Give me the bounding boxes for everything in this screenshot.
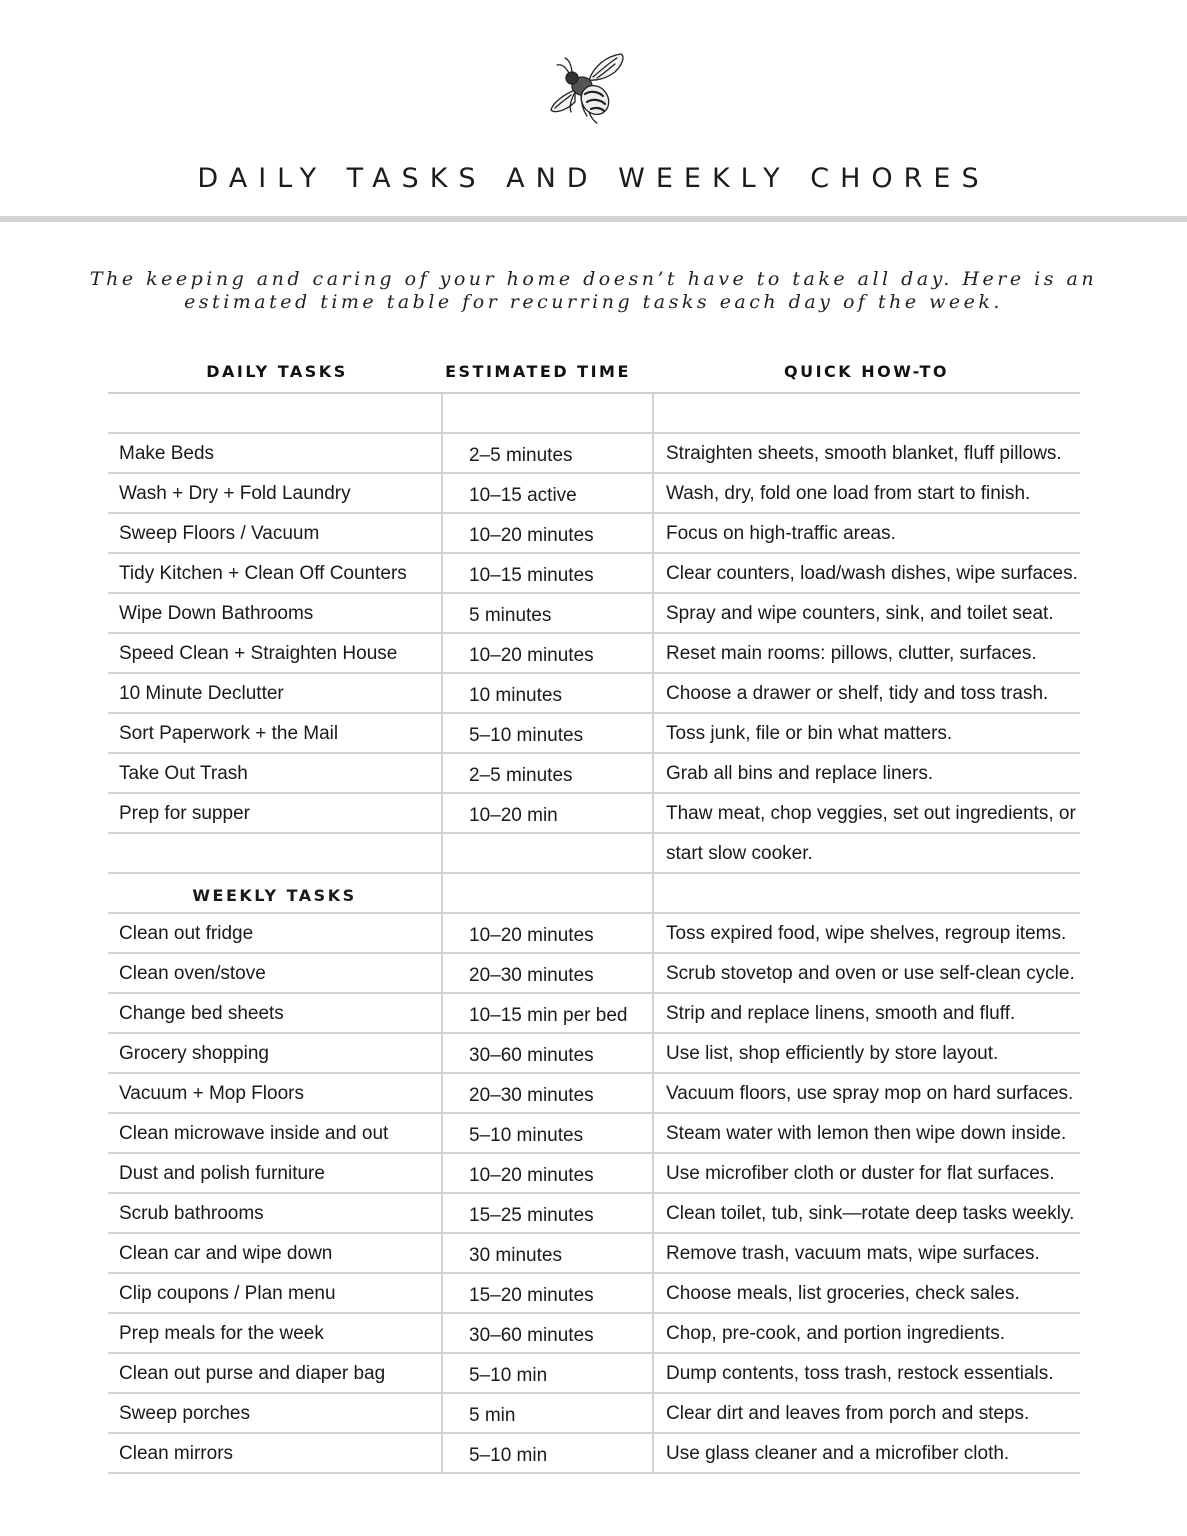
table-row: [108, 554, 1080, 594]
howto-cell: Scrub stovetop and oven or use self-clean cycle.: [652, 954, 1092, 992]
task-cell: [108, 834, 441, 872]
task-cell: Tidy Kitchen + Clean Off Counters: [119, 563, 407, 584]
task-cell: Clean out purse and diaper bag: [119, 1363, 386, 1384]
task-cell: Wipe Down Bathrooms: [119, 603, 314, 624]
table-row: [108, 634, 1080, 674]
table-row: [108, 914, 1080, 954]
table-row: [108, 834, 1080, 874]
task-cell: Wash + Dry + Fold Laundry: [119, 483, 351, 504]
time-cell: 20–30 minutes: [441, 954, 652, 992]
howto-cell: Chop, pre-cook, and portion ingredients.: [652, 1314, 1092, 1352]
time-cell: 15–20 minutes: [441, 1274, 652, 1312]
time-cell: 10–15 active: [441, 474, 652, 512]
time-cell: 2–5 minutes: [441, 434, 652, 472]
table-row: [108, 1154, 1080, 1194]
bee-icon: [545, 50, 630, 125]
table-row: [108, 1314, 1080, 1354]
howto-cell: Thaw meat, chop veggies, set out ingredients, or: [652, 794, 1092, 832]
table-row: [108, 674, 1080, 714]
howto-cell: Clear dirt and leaves from porch and steps.: [652, 1394, 1092, 1432]
howto-cell: Spray and wipe counters, sink, and toilet seat.: [652, 594, 1092, 632]
time-cell: 5–10 minutes: [441, 1114, 652, 1152]
task-cell: Scrub bathrooms: [119, 1203, 264, 1224]
task-cell: Prep for supper: [119, 803, 250, 824]
task-cell: Clean car and wipe down: [119, 1243, 333, 1264]
table-row: [108, 754, 1080, 794]
time-cell: [441, 834, 652, 872]
time-cell: 15–25 minutes: [441, 1194, 652, 1232]
howto-cell: Clean toilet, tub, sink—rotate deep tasks weekly.: [652, 1194, 1092, 1232]
time-cell: 10–20 minutes: [441, 914, 652, 952]
task-cell: Vacuum + Mop Floors: [119, 1083, 304, 1104]
table-row: [108, 1394, 1080, 1434]
task-cell: Make Beds: [119, 443, 215, 464]
time-cell: 10 minutes: [441, 674, 652, 712]
time-cell: 5–10 min: [441, 1354, 652, 1392]
howto-cell: Use microfiber cloth or duster for flat surfaces.: [652, 1154, 1092, 1192]
table-row: [108, 514, 1080, 554]
time-cell: 5–10 min: [441, 1434, 652, 1472]
table-row: [108, 594, 1080, 634]
time-cell: 10–15 min per bed: [441, 994, 652, 1032]
task-cell: Prep meals for the week: [119, 1323, 324, 1344]
task-cell: Clean out fridge: [119, 923, 254, 944]
table-row: [108, 1114, 1080, 1154]
time-cell: 30 minutes: [441, 1234, 652, 1272]
task-cell: Clip coupons / Plan menu: [119, 1283, 336, 1304]
weekly-section-row: [108, 874, 1080, 914]
time-cell: 2–5 minutes: [441, 754, 652, 792]
task-cell: 10 Minute Declutter: [119, 683, 284, 704]
time-cell: 5 min: [441, 1394, 652, 1432]
table-row: [108, 1274, 1080, 1314]
task-cell: Clean mirrors: [119, 1443, 234, 1464]
table-row: [108, 1074, 1080, 1114]
intro-text: [60, 268, 1127, 314]
task-cell: Sweep porches: [119, 1403, 250, 1424]
task-cell: Change bed sheets: [119, 1003, 284, 1024]
page-title: DAILY TASKS AND WEEKLY CHORES: [197, 163, 990, 194]
time-cell: 10–20 minutes: [441, 634, 652, 672]
table-row: [108, 1194, 1080, 1234]
column-header-quick-how-to: QUICK HOW-TO: [784, 362, 949, 381]
chores-table: [108, 393, 1080, 1474]
howto-cell: Toss junk, file or bin what matters.: [652, 714, 1092, 752]
task-cell: Sort Paperwork + the Mail: [119, 723, 339, 744]
task-cell: Sweep Floors / Vacuum: [119, 523, 320, 544]
howto-cell: Remove trash, vacuum mats, wipe surfaces.: [652, 1234, 1092, 1272]
howto-cell: Steam water with lemon then wipe down inside.: [652, 1114, 1092, 1152]
time-cell: 10–20 min: [441, 794, 652, 832]
howto-cell: Clear counters, load/wash dishes, wipe surfaces.: [652, 554, 1092, 592]
time-cell: 10–15 minutes: [441, 554, 652, 592]
howto-cell: start slow cooker.: [652, 834, 1092, 872]
daily-task-rows: [108, 434, 1080, 874]
task-cell: Speed Clean + Straighten House: [119, 643, 398, 664]
table-row: [108, 794, 1080, 834]
table-row: [108, 474, 1080, 514]
column-header-estimated-time: ESTIMATED TIME: [445, 362, 631, 381]
time-cell: 5 minutes: [441, 594, 652, 632]
howto-cell: Toss expired food, wipe shelves, regroup items.: [652, 914, 1092, 952]
howto-cell: Dump contents, toss trash, restock essentials.: [652, 1354, 1092, 1392]
howto-cell: Vacuum floors, use spray mop on hard surfaces.: [652, 1074, 1092, 1112]
howto-cell: Choose meals, list groceries, check sales.: [652, 1274, 1092, 1312]
intro-line: estimated time table for recurring tasks each day of the week.: [184, 291, 1003, 313]
table-row: [108, 1034, 1080, 1074]
time-cell: 30–60 minutes: [441, 1034, 652, 1072]
task-cell: Grocery shopping: [119, 1043, 269, 1064]
howto-cell: Reset main rooms: pillows, clutter, surfaces.: [652, 634, 1092, 672]
table-spacer-row: [108, 393, 1080, 434]
table-row: [108, 954, 1080, 994]
howto-cell: Straighten sheets, smooth blanket, fluff pillows.: [652, 434, 1092, 472]
time-cell: 10–20 minutes: [441, 1154, 652, 1192]
task-cell: Clean microwave inside and out: [119, 1123, 389, 1144]
table-row: [108, 434, 1080, 474]
task-cell: Dust and polish furniture: [119, 1163, 325, 1184]
table-row: [108, 714, 1080, 754]
table-row: [108, 1354, 1080, 1394]
howto-cell: Grab all bins and replace liners.: [652, 754, 1092, 792]
time-cell: 5–10 minutes: [441, 714, 652, 752]
time-cell: 10–20 minutes: [441, 514, 652, 552]
column-header-daily-tasks: DAILY TASKS: [206, 362, 348, 381]
howto-cell: Choose a drawer or shelf, tidy and toss trash.: [652, 674, 1092, 712]
howto-cell: Strip and replace linens, smooth and fluff.: [652, 994, 1092, 1032]
howto-cell: Use glass cleaner and a microfiber cloth.: [652, 1434, 1092, 1472]
table-row: [108, 994, 1080, 1034]
weekly-tasks-label: WEEKLY TASKS: [192, 886, 357, 905]
table-row: [108, 1234, 1080, 1274]
howto-cell: Wash, dry, fold one load from start to finish.: [652, 474, 1092, 512]
title-divider: [0, 216, 1187, 222]
task-cell: Take Out Trash: [119, 763, 248, 784]
time-cell: 20–30 minutes: [441, 1074, 652, 1112]
howto-cell: Use list, shop efficiently by store layout.: [652, 1034, 1092, 1072]
time-cell: 30–60 minutes: [441, 1314, 652, 1352]
weekly-task-rows: [108, 914, 1080, 1474]
intro-line: The keeping and caring of your home doesn’t have to take all day. Here is an: [89, 268, 1098, 290]
task-cell: Clean oven/stove: [119, 963, 266, 984]
table-row: [108, 1434, 1080, 1474]
howto-cell: Focus on high-traffic areas.: [652, 514, 1092, 552]
